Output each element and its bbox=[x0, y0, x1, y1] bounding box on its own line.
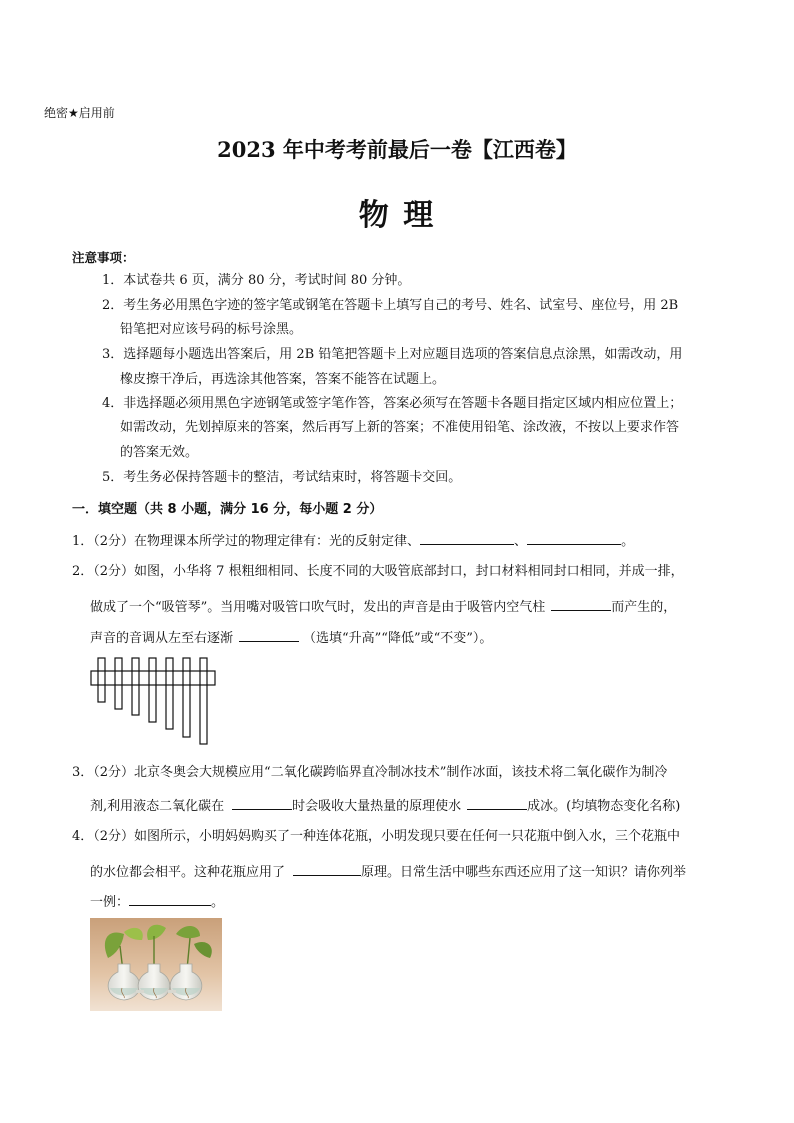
notice-line-1: 1．本试卷共 6 页，满分 80 分，考试时间 80 分钟。 bbox=[102, 273, 411, 288]
connected-vase-photo bbox=[90, 918, 222, 1011]
question-3-line-1: 3．（2分）北京冬奥会大规模应用“二氧化碳跨临界直冷制冰技术”制作冰面，该技术将二氧化碳作为制冷 bbox=[72, 765, 668, 780]
secret-mark: 绝密★启用前 bbox=[44, 106, 115, 120]
notice-line-4-cont: 如需改动，先划掉原来的答案，然后再写上新的答案；不准使用铅笔、涂改液，不按以上要求作答 bbox=[120, 420, 680, 435]
q4-text-a: 的水位都会相平。这种花瓶应用了 bbox=[90, 865, 286, 880]
question-2-line-2 bbox=[90, 597, 676, 616]
exam-title: 2023 年中考考前最后一卷【江西卷】 bbox=[217, 137, 577, 162]
question-4-line-2 bbox=[90, 862, 686, 881]
question-3-line-2 bbox=[90, 796, 680, 815]
q3-text-a: 剂,利用液态二氧化碳在 bbox=[90, 799, 225, 814]
question-2-line-3 bbox=[90, 628, 492, 647]
notice-line-4-cont2: 的答案无效。 bbox=[120, 445, 199, 460]
q3-blank-1 bbox=[232, 796, 292, 810]
straw-6 bbox=[183, 658, 190, 737]
straw-pipe-figure bbox=[88, 655, 218, 750]
notice-line-3-cont: 橡皮擦干净后，再选涂其他答案，答案不能答在试题上。 bbox=[120, 372, 446, 387]
q2-text-c: 声音的音调从左至右逐渐 bbox=[90, 631, 234, 646]
subject-title: 物 理 bbox=[358, 198, 436, 233]
straw-3 bbox=[132, 658, 139, 715]
straw-4 bbox=[149, 658, 156, 722]
notice-line-3: 3．选择题每小题选出答案后，用 2B 铅笔把答题卡上对应题目选项的答案信息点涂黑，如需改动，用 bbox=[102, 347, 683, 362]
q4-blank-2 bbox=[129, 892, 211, 906]
notice-line-4: 4．非选择题必须用黑色字迹钢笔或签字笔作答，答案必须写在答题卡各题目指定区域内相应位置上； bbox=[102, 396, 683, 411]
q2-text-d: （选填“升高”“降低”或“不变”）。 bbox=[303, 631, 493, 646]
straw-1 bbox=[98, 658, 105, 702]
notice-line-2: 2．考生务必用黑色字迹的签字笔或钢笔在答题卡上填写自己的考号、姓名、试室号、座位号，用 2B bbox=[102, 298, 679, 313]
q1-blank-1 bbox=[420, 531, 514, 545]
q4-text-c: 一例： bbox=[90, 895, 130, 910]
q4-text-b: 原理。日常生活中哪些东西还应用了这一知识？请你列举 bbox=[361, 865, 687, 880]
q1-blank-2 bbox=[527, 531, 621, 545]
section-heading: 一．填空题（共 8 小题，满分 16 分，每小题 2 分） bbox=[72, 502, 383, 517]
q1-sep: 、 bbox=[514, 534, 528, 549]
q2-text-a: 做成了一个“吸管琴”。当用嘴对吸管口吹气时，发出的声音是由于吸管内空气柱 bbox=[90, 600, 546, 615]
q2-blank-1 bbox=[551, 597, 611, 611]
question-2-line-1: 2．（2分）如图，小华将 7 根粗细相同、长度不同的大吸管底部封口，封口材料相同封口相同，并成一排， bbox=[72, 564, 684, 579]
question-1 bbox=[72, 531, 634, 550]
q3-text-c: 成冰。(均填物态变化名称) bbox=[527, 799, 681, 814]
straw-2 bbox=[115, 658, 122, 709]
q4-blank-1 bbox=[293, 862, 361, 876]
notice-heading: 注意事项： bbox=[72, 250, 135, 265]
question-4-line-3 bbox=[90, 892, 224, 911]
q1-end: 。 bbox=[621, 534, 635, 549]
notice-line-2-cont: 铅笔把对应该号码的标号涂黑。 bbox=[120, 322, 303, 337]
q2-blank-2 bbox=[239, 628, 299, 642]
q3-blank-2 bbox=[467, 796, 527, 810]
question-4-line-1: 4．（2分）如图所示，小明妈妈购买了一种连体花瓶，小明发现只要在任何一只花瓶中倒入水，三个花瓶中 bbox=[72, 829, 681, 844]
q4-text-d: 。 bbox=[211, 895, 225, 910]
q3-text-b: 时会吸收大量热量的原理使水 bbox=[292, 799, 462, 814]
q1-text: 1．（2分）在物理课本所学过的物理定律有：光的反射定律、 bbox=[72, 534, 421, 549]
notice-line-5: 5．考生务必保持答题卡的整洁，考试结束时，将答题卡交回。 bbox=[102, 470, 462, 485]
straw-5 bbox=[166, 658, 173, 729]
q2-text-b: 而产生的， bbox=[611, 600, 677, 615]
